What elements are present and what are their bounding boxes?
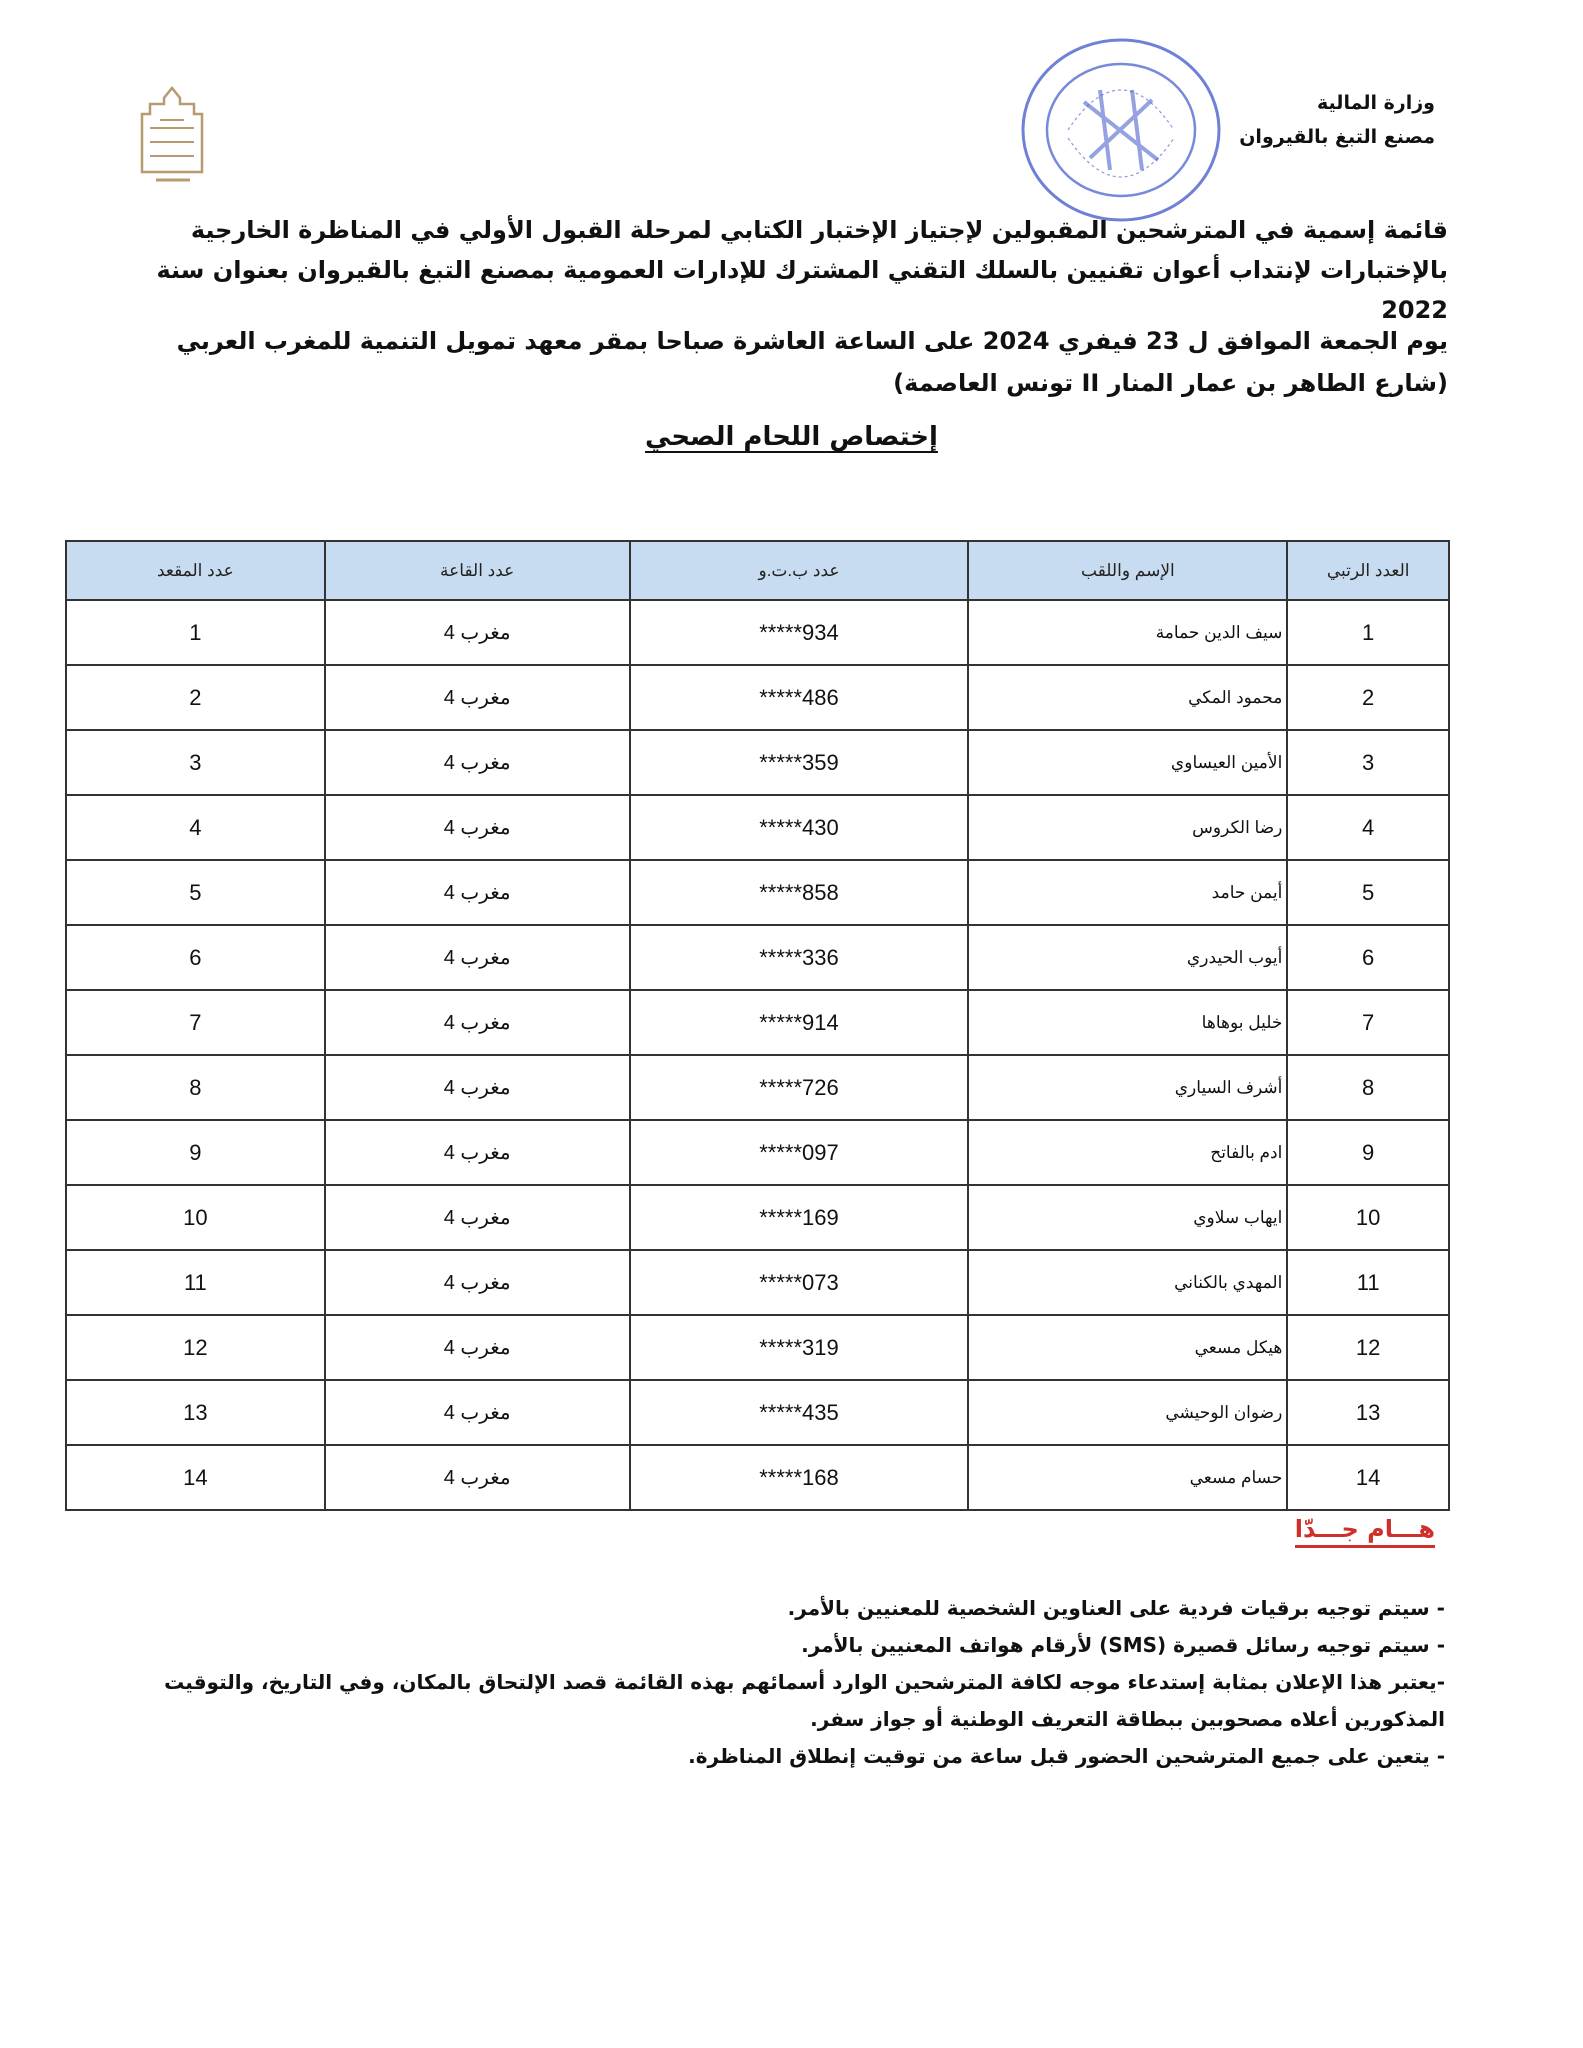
- notice-item: -يعتبر هذا الإعلان بمثابة إستدعاء موجه لكافة المترشحين الوارد أسمائهم بهذه القائمة قصد الإلتحاق بالمكان، وفي التاريخ، والتوقيت المذكورين أعلاه مصحوبين ببطاقة التعريف الوطنية أو جواز سفر.: [164, 1670, 1445, 1731]
- cell-rank: 8: [1287, 1055, 1449, 1120]
- notice-item: - سيتم توجيه برقيات فردية على العناوين الشخصية للمعنيين بالأمر.: [787, 1596, 1445, 1620]
- cell-rank: 13: [1287, 1380, 1449, 1445]
- cell-rank: 11: [1287, 1250, 1449, 1315]
- cell-rank: 10: [1287, 1185, 1449, 1250]
- issuing-organization: [1239, 86, 1435, 154]
- cell-name: حسام مسعي: [968, 1445, 1287, 1510]
- tobacco-factory-logo: [120, 80, 225, 185]
- cell-seat: 2: [66, 665, 325, 730]
- table-row: [66, 795, 1449, 860]
- table-row: [66, 990, 1449, 1055]
- cell-id: *****914: [630, 990, 969, 1055]
- cell-hall: مغرب 4: [325, 1250, 630, 1315]
- table-row: [66, 1380, 1449, 1445]
- cell-hall: مغرب 4: [325, 795, 630, 860]
- table-row: [66, 600, 1449, 665]
- notice-item: - سيتم توجيه رسائل قصيرة (SMS) لأرقام هواتف المعنيين بالأمر.: [801, 1633, 1445, 1657]
- cell-id: *****336: [630, 925, 969, 990]
- important-label: هـــام جـــدّا: [1294, 1515, 1435, 1543]
- candidates-table: [65, 540, 1450, 1511]
- cell-hall: مغرب 4: [325, 730, 630, 795]
- exam-date-location: يوم الجمعة الموافق ل 23 فيفري 2024 على الساعة العاشرة صباحا بمقر معهد تمويل التنمية للمغرب العربي (شارع الطاهر بن عمار المنار II تونس العاصمة): [176, 327, 1448, 397]
- cell-seat: 8: [66, 1055, 325, 1120]
- cell-seat: 5: [66, 860, 325, 925]
- cell-rank: 2: [1287, 665, 1449, 730]
- cell-name: رضوان الوحيشي: [968, 1380, 1287, 1445]
- cell-id: *****359: [630, 730, 969, 795]
- table-row: [66, 730, 1449, 795]
- table-row: [66, 1250, 1449, 1315]
- cell-rank: 6: [1287, 925, 1449, 990]
- cell-id: *****073: [630, 1250, 969, 1315]
- cell-hall: مغرب 4: [325, 1185, 630, 1250]
- heading-underline: [1295, 1545, 1435, 1548]
- notice-list: [155, 1590, 1445, 1775]
- cell-name: أشرف السياري: [968, 1055, 1287, 1120]
- cell-seat: 6: [66, 925, 325, 990]
- cell-rank: 12: [1287, 1315, 1449, 1380]
- cell-hall: مغرب 4: [325, 1055, 630, 1120]
- cell-rank: 5: [1287, 860, 1449, 925]
- cell-seat: 9: [66, 1120, 325, 1185]
- cell-rank: 7: [1287, 990, 1449, 1055]
- cell-seat: 1: [66, 600, 325, 665]
- cell-id: *****168: [630, 1445, 969, 1510]
- cell-id: *****319: [630, 1315, 969, 1380]
- cell-hall: مغرب 4: [325, 1315, 630, 1380]
- notice-item: - يتعين على جميع المترشحين الحضور قبل ساعة من توقيت إنطلاق المناظرة.: [688, 1744, 1445, 1768]
- cell-id: *****486: [630, 665, 969, 730]
- cell-name: أيوب الحيدري: [968, 925, 1287, 990]
- cell-hall: مغرب 4: [325, 1445, 630, 1510]
- table-row: [66, 1185, 1449, 1250]
- table-row: [66, 665, 1449, 730]
- cell-id: *****430: [630, 795, 969, 860]
- cell-seat: 14: [66, 1445, 325, 1510]
- table-row: [66, 1445, 1449, 1510]
- cell-seat: 11: [66, 1250, 325, 1315]
- specialty-heading: [0, 422, 1583, 452]
- cell-name: رضا الكروس: [968, 795, 1287, 860]
- cell-seat: 4: [66, 795, 325, 860]
- cell-rank: 14: [1287, 1445, 1449, 1510]
- ministry-stamp: [1012, 30, 1230, 230]
- cell-name: الأمين العيساوي: [968, 730, 1287, 795]
- cell-rank: 4: [1287, 795, 1449, 860]
- cell-name: خليل بوهاها: [968, 990, 1287, 1055]
- cell-rank: 3: [1287, 730, 1449, 795]
- cell-id: *****858: [630, 860, 969, 925]
- ministry-name: وزارة المالية: [1317, 92, 1435, 114]
- cell-seat: 10: [66, 1185, 325, 1250]
- cell-id: *****934: [630, 600, 969, 665]
- cell-hall: مغرب 4: [325, 1380, 630, 1445]
- cell-hall: مغرب 4: [325, 600, 630, 665]
- cell-name: سيف الدين حمامة: [968, 600, 1287, 665]
- table-row: [66, 1315, 1449, 1380]
- header-hall: عدد القاعة: [325, 541, 630, 600]
- table-row: [66, 860, 1449, 925]
- specialty-label: إختصاص اللحام الصحي: [645, 422, 938, 452]
- table-row: [66, 1120, 1449, 1185]
- table-row: [66, 925, 1449, 990]
- cell-hall: مغرب 4: [325, 1120, 630, 1185]
- cell-hall: مغرب 4: [325, 990, 630, 1055]
- cell-seat: 12: [66, 1315, 325, 1380]
- cell-seat: 7: [66, 990, 325, 1055]
- cell-rank: 9: [1287, 1120, 1449, 1185]
- header-name: الإسم واللقب: [968, 541, 1287, 600]
- cell-name: محمود المكي: [968, 665, 1287, 730]
- header-id: عدد ب.ت.و: [630, 541, 969, 600]
- important-notice-heading: [1295, 1515, 1435, 1548]
- header-seat: عدد المقعد: [66, 541, 325, 600]
- cell-id: *****097: [630, 1120, 969, 1185]
- table-row: [66, 1055, 1449, 1120]
- cell-rank: 1: [1287, 600, 1449, 665]
- cell-name: المهدي بالكناني: [968, 1250, 1287, 1315]
- cell-name: هيكل مسعي: [968, 1315, 1287, 1380]
- cell-hall: مغرب 4: [325, 665, 630, 730]
- table-header-row: [66, 541, 1449, 600]
- cell-id: *****726: [630, 1055, 969, 1120]
- cell-name: ادم بالفاتح: [968, 1120, 1287, 1185]
- cell-name: أيمن حامد: [968, 860, 1287, 925]
- factory-name: مصنع التبغ بالقيروان: [1239, 126, 1435, 148]
- document-title: قائمة إسمية في المترشحين المقبولين لإجتياز الإختبار الكتابي لمرحلة القبول الأولي في المناظرة الخارجية بالإختبارات لإنتداب أعوان تقنيين بالسلك التقني المشترك للإدارات العمومية بمصنع التبغ بالقيروان بعنوان سنة 2022: [156, 216, 1448, 324]
- cell-seat: 13: [66, 1380, 325, 1445]
- cell-hall: مغرب 4: [325, 925, 630, 990]
- cell-id: *****435: [630, 1380, 969, 1445]
- cell-hall: مغرب 4: [325, 860, 630, 925]
- header-rank: العدد الرتبي: [1287, 541, 1449, 600]
- cell-seat: 3: [66, 730, 325, 795]
- cell-id: *****169: [630, 1185, 969, 1250]
- cell-name: ايهاب سلاوي: [968, 1185, 1287, 1250]
